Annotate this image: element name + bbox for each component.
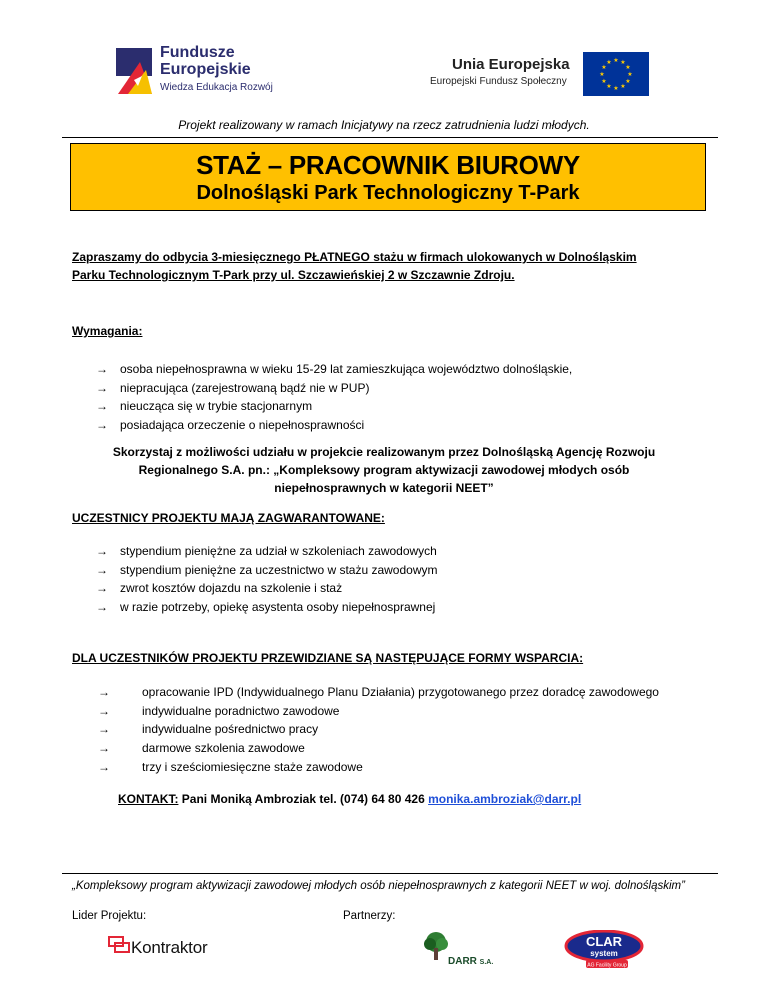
list-item: → stypendium pieniężne za uczestnictwo w stażu zawodowym — [96, 561, 437, 580]
svg-text:★: ★ — [601, 78, 607, 85]
arrow-icon: → — [98, 759, 110, 774]
arrow-icon: → — [96, 562, 108, 577]
arrow-icon: → — [96, 399, 108, 414]
list-item: → osoba niepełnosprawna w wieku 15-29 lat zamieszkująca województwo dolnośląskie, — [96, 360, 572, 379]
clar-mid-text: system — [590, 949, 618, 958]
list-item: → darmowe szkolenia zawodowe — [72, 739, 712, 758]
contact-line — [118, 792, 581, 806]
intro-line: Zapraszamy do odbycia 3-miesięcznego PŁATNEGO stażu w firmach ulokowanych w Dolnośląskim — [72, 250, 637, 264]
list-item: → w razie potrzeby, opiekę asystenta osoby niepełnosprawnej — [96, 598, 437, 617]
arrow-icon: → — [98, 722, 110, 737]
svg-text:★: ★ — [601, 64, 607, 71]
requirements-heading: Wymagania: — [72, 324, 143, 338]
list-item: → nieucząca się w trybie stacjonarnym — [96, 397, 572, 416]
svg-text:★: ★ — [627, 71, 633, 78]
requirements-list — [96, 360, 572, 435]
clar-sub-text: AG Facility Group — [587, 962, 627, 969]
arrow-icon: → — [96, 544, 108, 558]
clar-system-logo — [564, 930, 644, 970]
title-banner — [70, 143, 706, 211]
kontraktor-logo-icon — [108, 934, 132, 958]
arrow-icon: → — [96, 600, 108, 615]
lider-label: Lider Projektu: — [72, 910, 147, 922]
list-item: → zwrot kosztów dojazdu na szkolenie i staż — [96, 579, 437, 598]
contact-email-link[interactable]: monika.ambroziak@darr.pl — [428, 792, 582, 806]
arrow-icon: → — [96, 362, 108, 376]
eu-flag-icon — [583, 52, 649, 96]
fe-logo-text: Fundusze Europejskie — [160, 44, 251, 78]
list-item: → indywidualne poradnictwo zawodowe — [72, 702, 712, 721]
svg-text:★: ★ — [620, 83, 626, 90]
arrow-icon: → — [98, 685, 110, 699]
support-heading: DLA UCZESTNIKÓW PROJEKTU PRZEWIDZIANE SĄ NASTĘPUJĄCE FORMY WSPARCIA: — [72, 651, 584, 665]
list-item: → opracowanie IPD (Indywidualnego Planu Działania) przygotowanego przez doradcę zawodowego — [72, 683, 712, 702]
fe-logo-subtitle: Wiedza Edukacja Rozwój — [160, 82, 273, 93]
svg-text:★: ★ — [625, 64, 631, 71]
arrow-icon: → — [96, 380, 108, 395]
contact-text: Pani Moniką Ambroziak tel. (074) 64 80 426 — [178, 792, 429, 806]
project-call: Skorzystaj z możliwości udziału w projekcie realizowanym przez Dolnośląską Agencję Rozwoju Regionalnego S.A. pn.: „Kompleksowy program aktywizacji zawodowej młodych osób niepełnosprawnych w kategorii NEET” — [112, 445, 656, 495]
guaranteed-list — [96, 542, 437, 617]
arrow-icon: → — [98, 703, 110, 718]
svg-text:★: ★ — [625, 78, 631, 85]
svg-text:★: ★ — [606, 59, 612, 66]
intro-text — [72, 248, 696, 284]
arrow-icon: → — [98, 741, 110, 756]
svg-text:★: ★ — [599, 71, 605, 78]
arrow-icon: → — [96, 581, 108, 596]
svg-text:★: ★ — [613, 57, 619, 64]
arrow-icon: → — [96, 418, 108, 433]
ue-title: Unia Europejska — [452, 56, 570, 73]
support-list — [72, 683, 712, 777]
list-item: → indywidualne pośrednictwo pracy — [72, 720, 712, 739]
project-line: Projekt realizowany w ramach Inicjatywy na rzecz zatrudnienia ludzi młodych. — [178, 118, 590, 132]
banner-subtitle: Dolnośląski Park Technologiczny T-Park — [196, 182, 580, 204]
partners-label: Partnerzy: — [343, 910, 396, 922]
contact-label: KONTAKT: — [118, 792, 179, 806]
footer-divider — [62, 873, 718, 874]
intro-line: Parku Technologicznym T-Park przy ul. Szczawieńskiej 2 w Szczawnie Zdroju. — [72, 268, 515, 282]
kontraktor-logo-text: Kontraktor — [131, 938, 208, 957]
list-item: → posiadająca orzeczenie o niepełnosprawności — [96, 416, 572, 435]
header-divider — [62, 137, 718, 138]
guaranteed-heading: UCZESTNICY PROJEKTU MAJĄ ZAGWARANTOWANE: — [72, 511, 385, 525]
list-item: → trzy i sześciomiesięczne staże zawodowe — [72, 758, 712, 777]
svg-text:★: ★ — [620, 59, 626, 66]
footer-program: „Kompleksowy program aktywizacji zawodowej młodych osób niepełnosprawnych z kategorii NEET w woj. dolnośląskim” — [72, 880, 685, 892]
banner-title: STAŻ – PRACOWNIK BIUROWY — [196, 150, 580, 180]
clar-top-text: CLAR — [585, 934, 623, 949]
svg-text:★: ★ — [606, 83, 612, 90]
list-item: → stypendium pieniężne za udział w szkoleniach zawodowych — [96, 542, 437, 561]
list-item: → niepracująca (zarejestrowaną bądź nie w PUP) — [96, 379, 572, 398]
ue-subtitle: Europejski Fundusz Społeczny — [430, 76, 567, 87]
darr-logo-text: DARR S.A. — [448, 956, 494, 967]
svg-text:★: ★ — [613, 85, 619, 92]
